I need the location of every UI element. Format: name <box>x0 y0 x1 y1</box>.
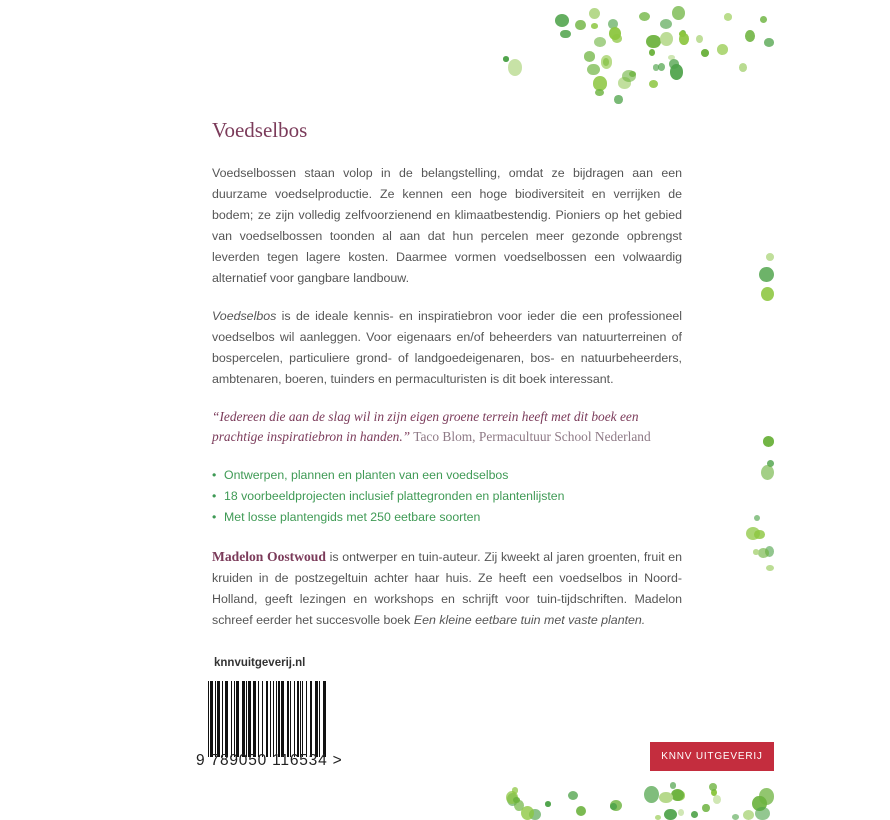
intro-paragraph: Voedselbossen staan volop in de belangstelling, omdat ze bijdragen aan een duurzame voedselproductie. Ze kennen een hoge biodiversiteit en verrijken de bodem; ze zijn volledig zelfvoorzienend en klimaatbestendig. Pioniers op het gebied van voedselbossen toonden al aan dat hun percelen meer gezonde opbrengst leverden tegen lagere kosten. Daarmee vormen voedselbossen een volwaardig alternatief voor gangbare landbouw. <box>212 166 682 285</box>
author-previous-book: Een kleine eetbare tuin met vaste planten. <box>413 613 646 627</box>
leaf-icon <box>594 37 606 47</box>
barcode-bar <box>253 681 256 757</box>
barcode-bar <box>266 681 268 757</box>
leaf-icon <box>644 786 659 803</box>
leaf-icon <box>713 795 721 804</box>
list-item-text: 18 voorbeeldprojecten inclusief plattegronden en plantenlijsten <box>224 489 565 503</box>
audience-title: Voedselbos <box>212 309 277 323</box>
leaf-icon <box>575 20 585 31</box>
barcode-bar <box>234 681 235 757</box>
barcode-bar <box>319 681 320 757</box>
barcode-bar <box>290 681 291 757</box>
publisher-website: knnvuitgeverij.nl <box>214 657 306 669</box>
leaf-icon <box>764 38 774 46</box>
barcode-bar <box>294 681 295 757</box>
barcode-bar <box>222 681 223 757</box>
leaf-icon <box>545 801 552 807</box>
publisher-badge: KNNV UITGEVERIJ <box>650 742 774 771</box>
barcode-bar <box>306 681 307 757</box>
author-name: Madelon Oostwoud <box>212 549 326 564</box>
leaf-icon <box>601 55 613 69</box>
barcode-bar <box>270 681 271 757</box>
leaf-icon <box>560 30 570 38</box>
leaf-icon <box>660 19 672 29</box>
barcode-bar <box>310 681 312 757</box>
leaf-icon <box>508 59 522 75</box>
leaf-icon <box>717 44 728 55</box>
leaf-icon <box>670 64 683 79</box>
barcode-bar <box>281 681 284 757</box>
leaf-icon <box>732 814 739 820</box>
leaf-icon <box>622 70 636 82</box>
leaf-icon <box>584 51 595 61</box>
leaf-icon <box>649 80 658 88</box>
barcode-bar <box>242 681 245 757</box>
leaf-icon <box>670 782 677 789</box>
list-item <box>212 465 682 486</box>
author-bio <box>212 546 682 631</box>
barcode-bar <box>258 681 259 757</box>
leaf-icon <box>610 803 617 810</box>
barcode-bar <box>248 681 251 757</box>
list-item <box>212 486 682 507</box>
feature-list <box>212 465 682 528</box>
leaf-icon <box>753 549 760 555</box>
list-item-text: Met losse plantengids met 250 eetbare soorten <box>224 510 481 524</box>
leaf-icon <box>754 530 764 539</box>
barcode-bar <box>225 681 228 757</box>
leaf-icon <box>591 23 598 29</box>
leaf-icon <box>503 56 510 62</box>
leaf-icon <box>758 548 769 558</box>
barcode-bar <box>231 681 232 757</box>
barcode-bar <box>217 681 220 757</box>
leaf-icon <box>763 436 774 447</box>
leaf-icon <box>587 64 599 75</box>
barcode-bar <box>315 681 318 757</box>
bullet-icon: • <box>212 468 217 482</box>
leaf-icon <box>660 32 673 46</box>
leaf-icon <box>664 809 677 820</box>
barcode-bar <box>246 681 247 757</box>
leaf-icon <box>745 30 755 42</box>
barcode-bar <box>287 681 289 757</box>
leaf-icon <box>555 14 569 27</box>
barcode-bar <box>276 681 277 757</box>
list-item <box>212 507 682 528</box>
leaf-icon <box>743 810 754 820</box>
book-title: Voedselbos <box>212 118 308 142</box>
leaf-icon <box>639 12 651 22</box>
barcode-bars <box>208 681 326 757</box>
barcode-bar <box>302 681 303 757</box>
barcode-bar <box>278 681 280 757</box>
leaf-icon <box>691 811 698 818</box>
leaf-icon <box>760 16 767 23</box>
leaf-icon <box>766 253 774 261</box>
list-item-text: Ontwerpen, plannen en planten van een voedselbos <box>224 468 509 482</box>
audience-text: is de ideale kennis- en inspiratiebron voor ieder die een professioneel voedselbos wil aanleggen. Voor eigenaars en/of beheerders van natuurterreinen of bospercelen, particuliere grond- of landgoedeigenaren, bos- en natuurbeheerders, ambtenaren, boeren, tuinders en permaculturisten is dit boek interessant. <box>212 309 682 386</box>
leaf-icon <box>512 787 519 793</box>
author-text: is ontwerper en tuin-auteur. Zij kweekt al jaren groenten, fruit en kruiden in de postzegeltuin achter haar huis. Ze heeft een voedselbos in Noord-Holland, geeft lezingen en workshops en schrijft voor tuin-tijdschriften. Madelon schreef eerder het succesvolle boek <box>212 550 682 627</box>
leaf-icon <box>761 287 774 301</box>
leaf-icon <box>659 792 674 804</box>
leaf-icon <box>646 35 661 49</box>
barcode-bar <box>262 681 263 757</box>
leaf-icon <box>724 13 732 20</box>
barcode-bar <box>300 681 301 757</box>
barcode-bar <box>297 681 299 757</box>
leaf-icon <box>739 63 747 72</box>
leaf-icon <box>679 33 689 45</box>
bullet-icon: • <box>212 510 217 524</box>
leaf-icon <box>658 63 665 71</box>
isbn-number: 9 789050 116534 > <box>196 752 343 769</box>
cover-text <box>212 115 682 631</box>
leaf-icon <box>568 791 578 800</box>
bullet-icon: • <box>212 489 217 503</box>
leaf-icon <box>672 6 685 19</box>
leaf-icon <box>696 35 703 43</box>
leaf-icon <box>754 515 760 521</box>
leaf-icon <box>759 267 774 282</box>
leaf-icon <box>655 815 661 820</box>
leaf-icon <box>766 565 774 571</box>
leaf-icon <box>701 49 709 57</box>
leaf-icon <box>614 95 622 104</box>
quote-text: “Iedereen die aan de slag wil in zijn eigen groene terrein heeft met dit boek een prachtige inspiratiebron in handen.” <box>212 409 639 444</box>
leaf-icon <box>589 8 600 19</box>
barcode-bar <box>236 681 239 757</box>
audience-paragraph <box>212 306 682 390</box>
leaf-icon <box>649 49 655 56</box>
endorsement-quote <box>212 407 682 447</box>
barcode-bar <box>210 681 213 757</box>
leaf-icon <box>678 809 684 816</box>
leaf-icon <box>609 27 621 40</box>
barcode-bar <box>215 681 216 757</box>
barcode-bar <box>273 681 274 757</box>
leaf-icon <box>702 804 710 812</box>
leaf-icon <box>576 806 586 816</box>
quote-source: Taco Blom, Permacultuur School Nederland <box>410 429 651 444</box>
leaf-icon <box>761 465 774 480</box>
leaf-icon <box>595 89 604 96</box>
leaf-icon <box>755 807 770 820</box>
barcode-bar <box>208 681 209 757</box>
barcode-bar <box>323 681 326 757</box>
